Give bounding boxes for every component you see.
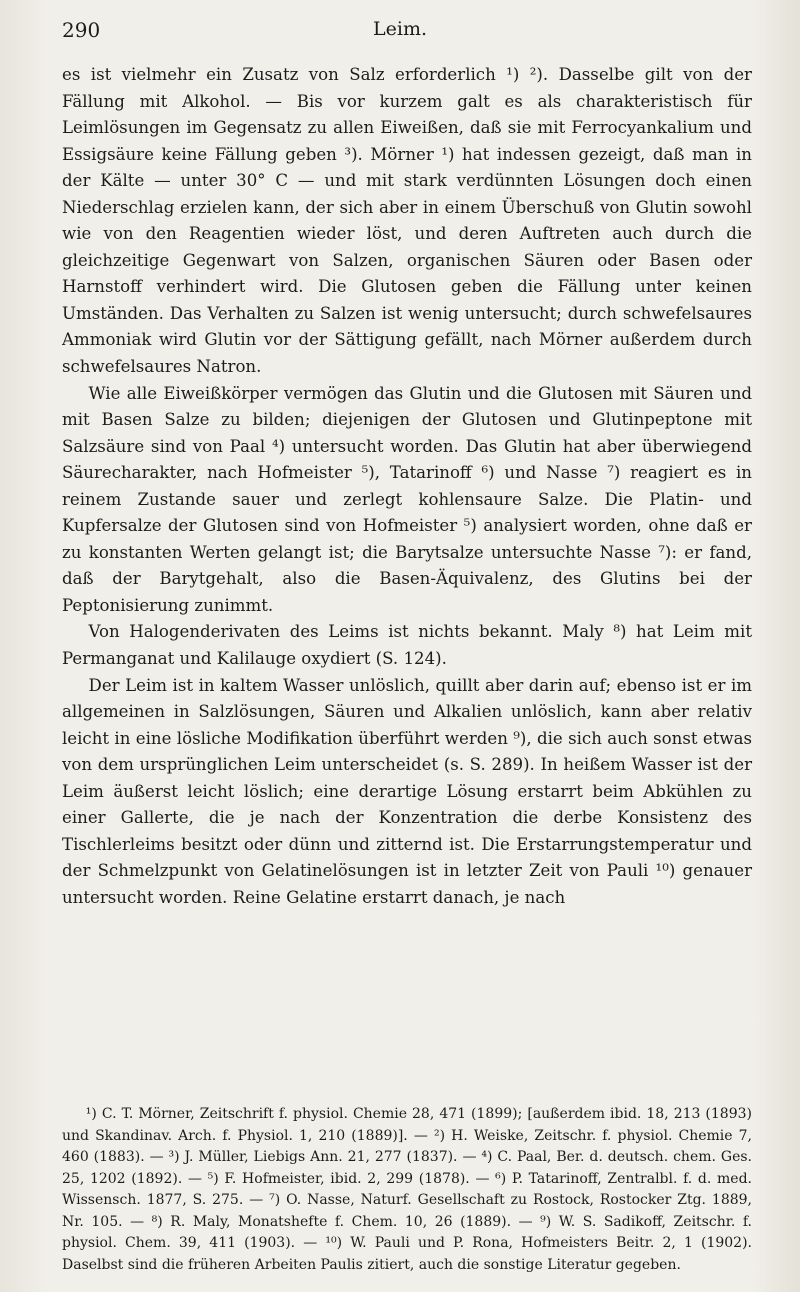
paragraph-2: Wie alle Eiweißkörper vermögen das Glutin und die Glutosen mit Säuren und mit Basen Salze zu bilden; diejenigen der Glutosen und Glutinpeptone mit Salzsäure sind von Paal ⁴) untersucht worden. Das Glutin hat aber überwiegend Säurecharakter, nach Hofmeister ⁵), Tatarinoff ⁶) und Nasse ⁷) reagiert es in reinem Zustande sauer und zerlegt kohlensaure Salze. Die Platin- und Kupfersalze der Glutosen sind von Hofmeister ⁵) analysiert worden, ohne daß er zu konstanten Werten gelangt ist; die Barytsalze untersuchte Nasse ⁷): er fand, daß der Barytgehalt, also die Basen-Äquivalenz, des Glutins bei der Peptonisierung zunimmt. bbox=[62, 383, 752, 615]
page-number: 290 bbox=[62, 18, 101, 42]
footnotes bbox=[62, 1104, 752, 1276]
main-text bbox=[62, 62, 752, 912]
page-header bbox=[62, 18, 738, 46]
footnote-block: ¹) C. T. Mörner, Zeitschrift f. physiol. Chemie 28, 471 (1899); [außerdem ibid. 18, 213 (1893) und Skandinav. Arch. f. Physiol. 1, 210 (1889)]. — ²) H. Weiske, Zeitschr. f. physiol. Chemie 7, 460 (1883). — ³) J. Müller, Liebigs Ann. 21, 277 (1837). — ⁴) C. Paal, Ber. d. deutsch. chem. Ges. 25, 1202 (1892). — ⁵) F. Hofmeister, ibid. 2, 299 (1878). — ⁶) P. Tatarinoff, Zentralbl. f. d. med. Wissensch. 1877, S. 275. — ⁷) O. Nasse, Naturf. Gesellschaft zu Rostock, Rostocker Ztg. 1889, Nr. 105. — ⁸) R. Maly, Monatshefte f. Chem. 10, 26 (1889). — ⁹) W. S. Sadikoff, Zeitschr. f. physiol. Chem. 39, 411 (1903). — ¹⁰) W. Pauli und P. Rona, Hofmeisters Beitr. 2, 1 (1902). Daselbst sind die früheren Arbeiten Paulis zitiert, auch die sonstige Literatur gegeben. bbox=[62, 1106, 752, 1273]
running-title: Leim. bbox=[373, 18, 427, 40]
paragraph-4: Der Leim ist in kaltem Wasser unlöslich, quillt aber darin auf; ebenso ist er im allgemeinen in Salzlösungen, Säuren und Alkalien unlöslich, kann aber relativ leicht in eine lösliche Modifikation überführt werden ⁹), die sich auch sonst etwas von dem ursprünglichen Leim unterscheidet (s. S. 289). In heißem Wasser ist der Leim äußerst leicht löslich; eine derartige Lösung erstarrt beim Abkühlen zu einer Gallerte, die je nach der Konzentration die derbe Konsistenz des Tischlerleims besitzt oder dünn und zitternd ist. Die Erstarrungstemperatur und der Schmelzpunkt von Gelatinelösungen ist in letzter Zeit von Pauli ¹⁰) genauer untersucht worden. Reine Gelatine erstarrt danach, je nach bbox=[62, 675, 752, 907]
paragraph-3: Von Halogenderivaten des Leims ist nichts bekannt. Maly ⁸) hat Leim mit Permanganat und Kalilauge oxydiert (S. 124). bbox=[62, 622, 752, 669]
paragraph-1: es ist vielmehr ein Zusatz von Salz erforderlich ¹) ²). Dasselbe gilt von der Fällung mit Alkohol. — Bis vor kurzem galt es als charakteristisch für Leimlösungen im Gegensatz zu allen Eiweißen, daß sie mit Ferrocyankalium und Essigsäure keine Fällung geben ³). Mörner ¹) hat indessen gezeigt, daß man in der Kälte — unter 30° C — und mit stark verdünnten Lösungen doch einen Niederschlag erzielen kann, der sich aber in einem Überschuß von Glutin sowohl wie von den Reagentien wieder löst, und deren Auftreten auch durch die gleichzeitige Gegenwart von Salzen, organischen Säuren oder Basen oder Harnstoff verhindert wird. Die Glutosen geben die Fällung unter keinen Umständen. Das Verhalten zu Salzen ist wenig untersucht; durch schwefelsaures Ammoniak wird Glutin vor der Sättigung gefällt, nach Mörner außerdem durch schwefelsaures Natron. bbox=[62, 65, 752, 377]
